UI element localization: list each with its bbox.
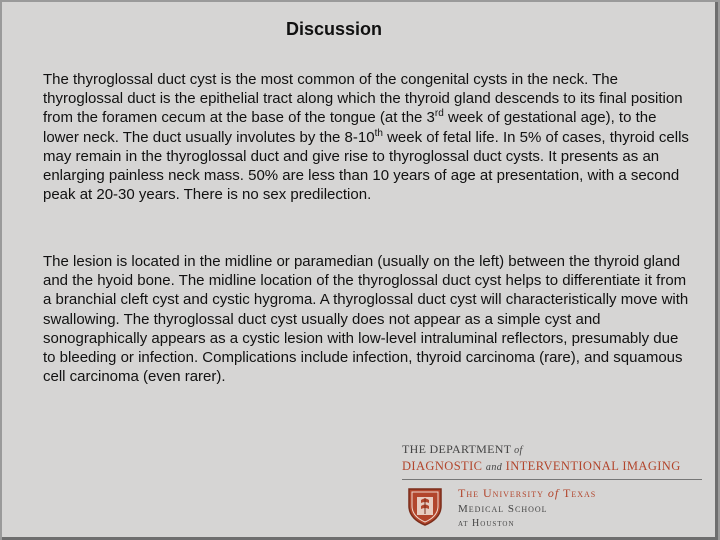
- paragraph-1-text-a: The thyroglossal duct cyst is the most common of the congenital cysts in the neck. The thyroglossal duct is the epithelial tract along which the thyroid gland descends to its final position from the foramen cecum at the base of the tongue (at the 3: [43, 71, 683, 127]
- logo-university-line: [458, 486, 596, 501]
- superscript-th: th: [374, 127, 383, 139]
- logo-university-text: The University: [458, 486, 548, 500]
- logo-of-text: of: [511, 445, 523, 456]
- paragraph-2: The lesion is located in the midline or paramedian (usually on the left) between the thyroid gland and the hyoid bone. The midline location of the thyroglossal duct cyst helps to differentiate it from a branchial cleft cyst and cystic hygroma. A thyroglossal duct cyst will characteristically move with swallowing. The thyroglossal duct cyst usually does not appear as a simple cyst and sonographically appears as a cystic lesion with low-level intraluminal reflectors, presumably due to bleeding or infection. Complications include infection, thyroid carcinoma (rare), and squamous cell carcinoma (even rarer).: [43, 253, 689, 386]
- logo-interventional-text: INTERVENTIONAL IMAGING: [502, 459, 681, 473]
- slide: [2, 2, 718, 540]
- logo-diagnostic-text: DIAGNOSTIC: [402, 459, 486, 473]
- logo-houston: at Houston: [458, 518, 515, 529]
- logo-university-of: of: [547, 486, 560, 500]
- logo-and-text: and: [485, 462, 503, 473]
- institution-logo: [402, 442, 702, 534]
- paragraph-1-text-b: week of gestational age), to the lower neck. The duct usually involutes by the 8-10: [43, 109, 657, 146]
- logo-department-text: THE DEPARTMENT: [402, 442, 512, 456]
- logo-division-line: [402, 459, 681, 474]
- paragraph-1: [43, 70, 693, 204]
- superscript-rd: rd: [434, 108, 444, 120]
- ut-shield-icon: [406, 486, 444, 526]
- logo-texas-text: Texas: [559, 486, 597, 500]
- logo-divider: [402, 479, 702, 480]
- logo-medical-school: Medical School: [458, 503, 548, 515]
- paragraph-1-text-c: week of fetal life. In 5% of cases, thyroid cells may remain in the thyroglossal duct and give rise to thyroglossal duct cysts. It presents as an enlarging painless neck mass. 50% are less than 10 years of age at presentation, with a second peak at 20-30 years. There is no sex predilection.: [43, 128, 689, 204]
- logo-department-line: [402, 442, 523, 457]
- slide-title: Discussion: [286, 19, 383, 39]
